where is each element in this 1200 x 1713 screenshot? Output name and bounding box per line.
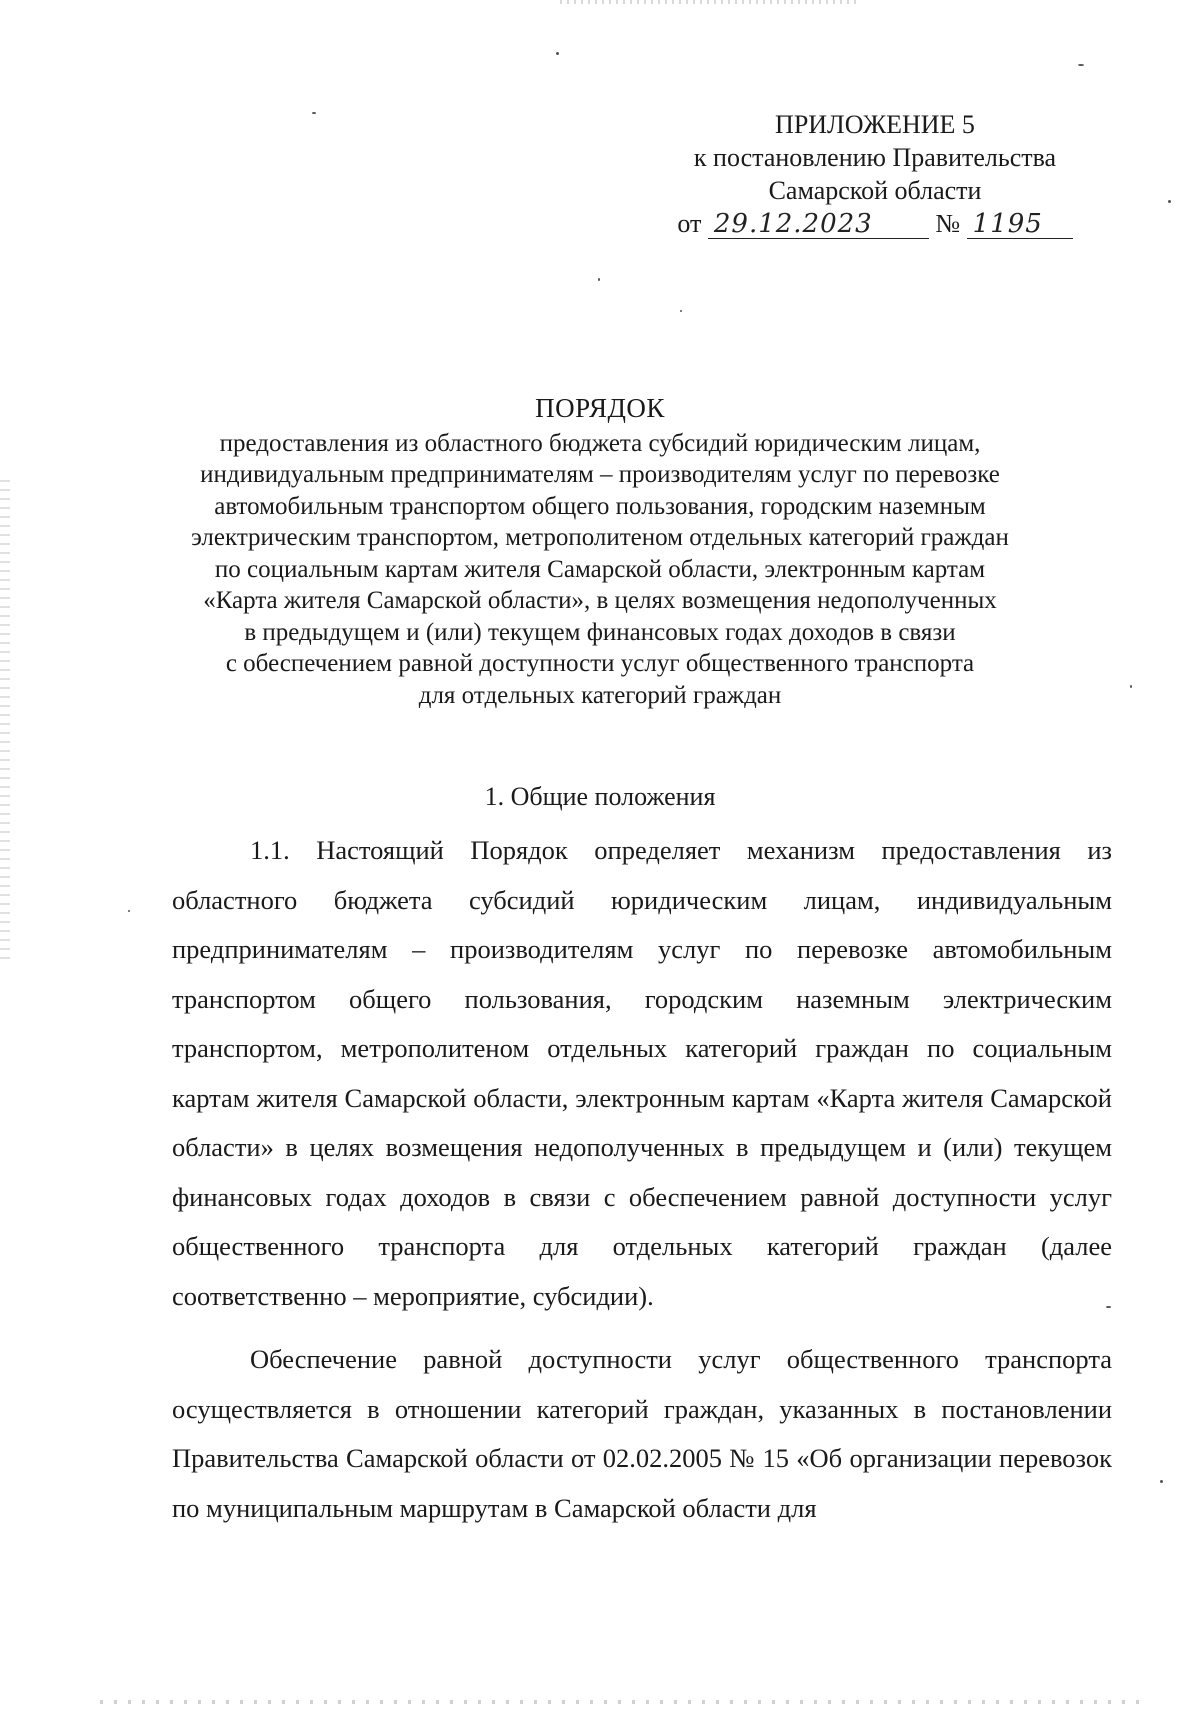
section-heading: 1. Общие положения xyxy=(484,782,716,811)
title-line: по социальным картам жителя Самарской области, электронным картам xyxy=(214,555,986,583)
scan-noise-left-edge xyxy=(0,480,10,960)
attachment-number: ПРИЛОЖЕНИЕ 5 xyxy=(775,110,975,139)
scan-speck xyxy=(1078,64,1084,66)
scan-speck xyxy=(1160,1480,1163,1483)
attachment-reference: к постановлению Правительства xyxy=(693,143,1057,172)
attachment-date-line xyxy=(620,207,1130,240)
scan-speck xyxy=(1106,1306,1111,1308)
title-line: с обеспечением равной доступности услуг общественного транспорта xyxy=(225,650,975,677)
scan-speck xyxy=(1130,685,1132,688)
scan-noise-top xyxy=(560,0,860,4)
body-paragraph: Обеспечение равной доступности услуг общественного транспорта осуществляется в отношении категорий граждан, указанных в постановлении Правительства Самарской области от 02.02.2005 № 15 «Об организации перевозок по муниципальным маршрутам в Самарской области для xyxy=(172,1344,1112,1523)
scan-speck xyxy=(556,52,559,55)
date-prefix: от xyxy=(677,209,702,238)
title-line: в предыдущем и (или) текущем финансовых годах доходов в связи xyxy=(244,618,956,646)
title-line: индивидуальным предпринимателям – производителям услуг по перевозке xyxy=(200,461,1000,488)
scan-speck xyxy=(1168,200,1171,203)
handwritten-date: 29.12.2023 xyxy=(708,210,929,239)
title-line: «Карта жителя Самарской области», в целях возмещения недополученных xyxy=(203,587,997,614)
scan-speck xyxy=(312,112,316,114)
title-line: для отдельных категорий граждан xyxy=(418,681,782,709)
scan-speck xyxy=(680,310,682,312)
handwritten-number: 1195 xyxy=(967,210,1073,239)
title-line: электрическим транспортом, метрополитеном отдельных категорий граждан xyxy=(191,524,1009,551)
scan-speck xyxy=(598,278,600,281)
section-body xyxy=(172,826,1112,1547)
body-paragraph: 1.1. Настоящий Порядок определяет механизм предоставления из областного бюджета субсидий юридическим лицам, индивидуальным предпринимателям – производителям услуг по перевозке автомобильным транспортом общего пользования, городским наземным электрическим транспортом, метрополитеном отдельных категорий граждан по социальным картам жителя Самарской области, электронным картам «Карта жителя Самарской области» в целях возмещения недополученных в предыдущем и (или) текущем финансовых годах доходов в связи с обеспечением равной доступности услуг общественного транспорта для отдельных категорий граждан (далее соответственно – мероприятие, субсидии). xyxy=(172,835,1112,1311)
attachment-region: Самарской области xyxy=(768,176,982,205)
document-title: ПОРЯДОК xyxy=(535,393,665,423)
title-line: автомобильным транспортом общего пользования, городским наземным xyxy=(214,492,986,520)
number-prefix: № xyxy=(935,209,961,238)
title-line: предоставления из областного бюджета субсидий юридическим лицам, xyxy=(219,429,981,457)
scan-speck xyxy=(128,910,130,912)
attachment-header xyxy=(620,108,1130,240)
scan-noise-bottom xyxy=(100,1700,1150,1704)
document-title-block xyxy=(150,393,1050,711)
